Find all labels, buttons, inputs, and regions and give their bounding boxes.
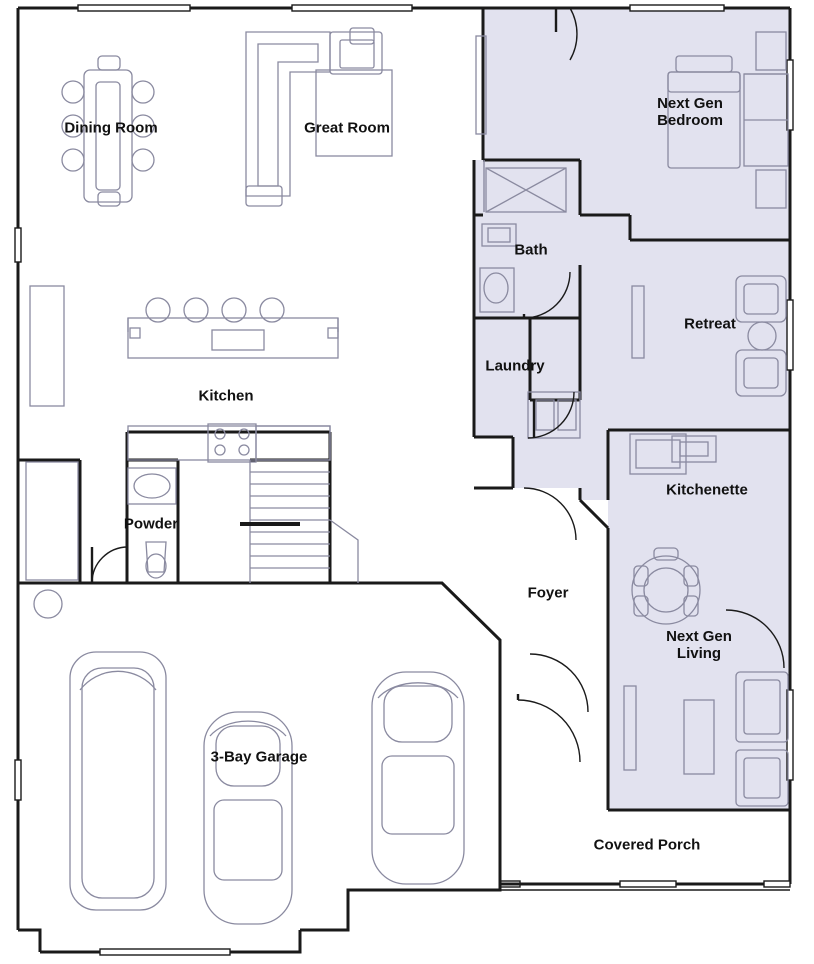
room-label-kitchenette: Kitchenette: [666, 481, 748, 499]
room-label-great-room: Great Room: [304, 119, 390, 137]
garage-vehicle-center: [204, 712, 292, 924]
room-label-kitchen: Kitchen: [198, 387, 254, 405]
garage-column: [34, 590, 62, 618]
range: [208, 424, 256, 462]
room-label-next-gen-living: Next Gen Living: [666, 627, 732, 662]
area-rug: [316, 70, 392, 156]
room-label-covered-porch: Covered Porch: [593, 836, 701, 854]
room-label-laundry: Laundry: [485, 357, 545, 375]
garage-vehicle-right: [372, 672, 464, 884]
pantry: [30, 286, 64, 406]
dining-table: [84, 70, 132, 202]
room-label-powder: Powder: [123, 515, 179, 533]
room-label-dining-room: Dining Room: [64, 119, 158, 137]
stairs: [240, 460, 358, 583]
kitchen-island: [128, 318, 338, 358]
next-gen-suite-shading: [474, 8, 790, 810]
room-label-foyer: Foyer: [527, 584, 569, 602]
powder-sink: [134, 474, 170, 498]
mudroom-bench: [26, 462, 78, 580]
room-label-retreat: Retreat: [684, 315, 736, 333]
room-label-next-gen-bedroom: Next Gen Bedroom: [657, 94, 723, 129]
room-label-bath: Bath: [514, 241, 548, 259]
garage-vehicle-left: [70, 652, 166, 910]
room-label-three-bay-garage: 3-Bay Garage: [210, 748, 308, 766]
